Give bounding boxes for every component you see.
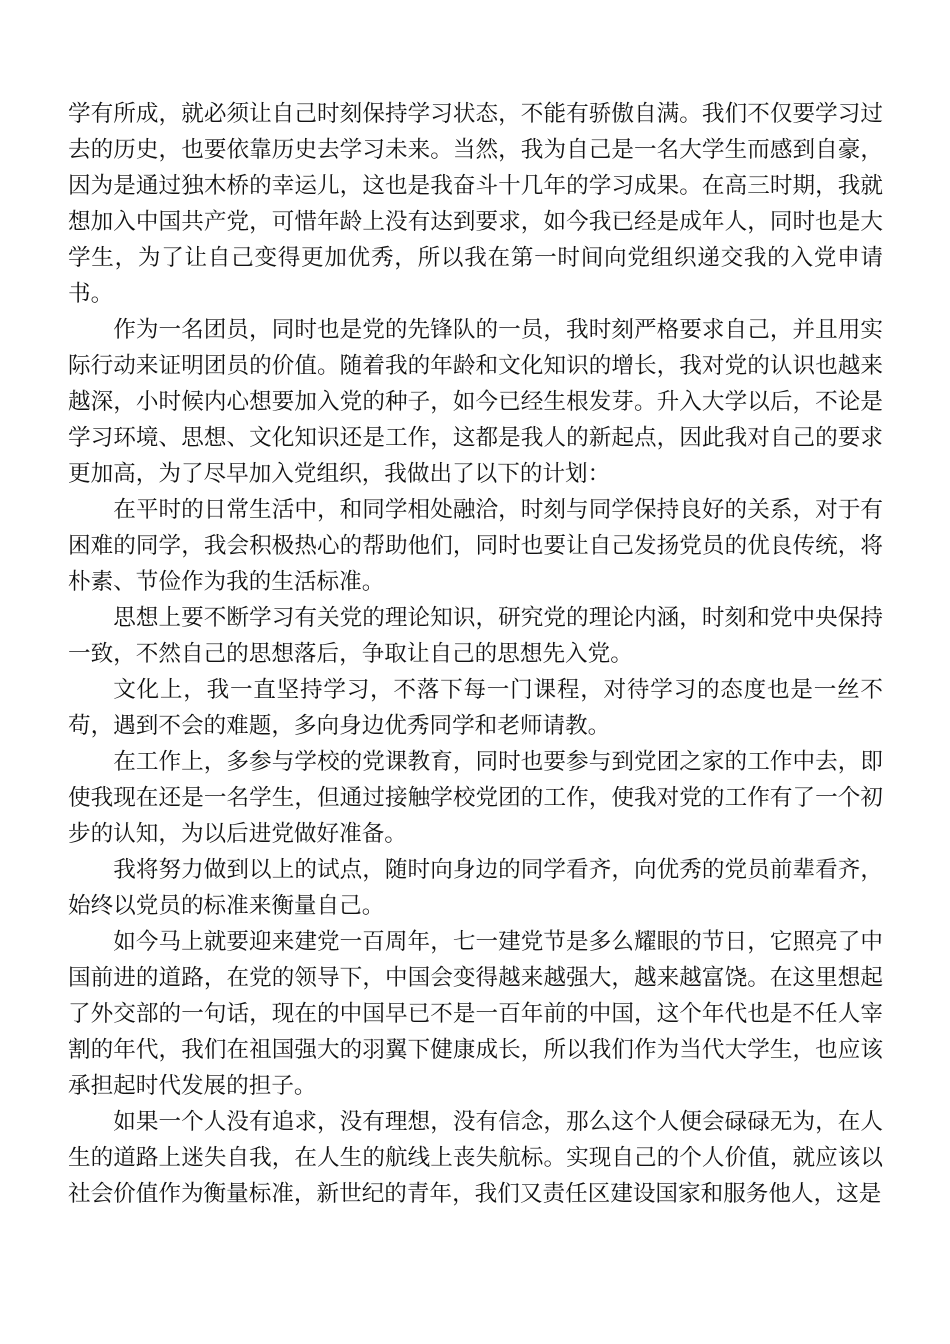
paragraph: 如今马上就要迎来建党一百周年，七一建党节是多么耀眼的节日，它照亮了中国前进的道路，在党的领导下，中国会变得越来越强大，越来越富饶。在这里想起了外交部的一句话，现在的中国早已不是一百年前的中国，这个年代也是不任人宰割的年代，我们在祖国强大的羽翼下健康成长，所以我们作为当代大学生，也应该承担起时代发展的担子。 <box>68 929 883 1099</box>
paragraph: 文化上，我一直坚持学习，不落下每一门课程，对待学习的态度也是一丝不苟，遇到不会的难题，多向身边优秀同学和老师请教。 <box>68 677 883 739</box>
paragraph: 在工作上，多参与学校的党课教育，同时也要参与到党团之家的工作中去，即使我现在还是一名学生，但通过接触学校党团的工作，使我对党的工作有了一个初步的认知，为以后进党做好准备。 <box>68 749 883 847</box>
paragraph: 如果一个人没有追求，没有理想，没有信念，那么这个人便会碌碌无为，在人生的道路上迷失自我，在人生的航线上丧失航标。实现自己的个人价值，就应该以社会价值作为衡量标准，新世纪的青年，我们又责任区建设国家和服务他人，这是 <box>68 1109 883 1207</box>
paragraph: 在平时的日常生活中，和同学相处融洽，时刻与同学保持良好的关系，对于有困难的同学，我会积极热心的帮助他们，同时也要让自己发扬党员的优良传统，将朴素、节俭作为我的生活标准。 <box>68 497 883 595</box>
paragraph: 作为一名团员，同时也是党的先锋队的一员，我时刻严格要求自己，并且用实际行动来证明团员的价值。随着我的年龄和文化知识的增长，我对党的认识也越来越深，小时候内心想要加入党的种子，如今已经生根发芽。升入大学以后，不论是学习环境、思想、文化知识还是工作，这都是我人的新起点，因此我对自己的要求更加高，为了尽早加入党组织，我做出了以下的计划： <box>68 317 883 487</box>
paragraph: 我将努力做到以上的试点，随时向身边的同学看齐，向优秀的党员前辈看齐，始终以党员的标准来衡量自己。 <box>68 857 883 919</box>
paragraph-continued: 学有所成，就必须让自己时刻保持学习状态，不能有骄傲自满。我们不仅要学习过去的历史，也要依靠历史去学习未来。当然，我为自己是一名大学生而感到自豪，因为是通过独木桥的幸运儿，这也是我奋斗十几年的学习成果。在高三时期，我就想加入中国共产党，可惜年龄上没有达到要求，如今我已经是成年人，同时也是大学生，为了让自己变得更加优秀，所以我在第一时间向党组织递交我的入党申请书。 <box>68 101 883 307</box>
paragraph: 思想上要不断学习有关党的理论知识，研究党的理论内涵，时刻和党中央保持一致，不然自己的思想落后，争取让自己的思想先入党。 <box>68 605 883 667</box>
document-body <box>68 96 883 1212</box>
